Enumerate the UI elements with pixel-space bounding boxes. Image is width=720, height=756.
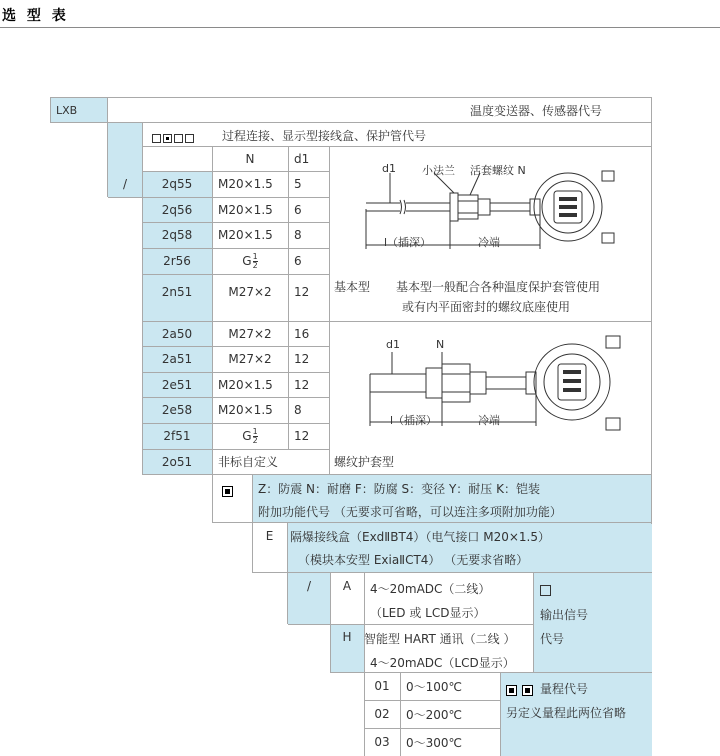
thread-2q55: M20×1.5: [218, 177, 273, 191]
fraction: [253, 428, 258, 445]
range-code-label: 量程代号: [540, 682, 589, 696]
d1-2a50: 16: [294, 326, 310, 341]
model-description: 温度变送器、传感器代号: [470, 104, 603, 118]
basic-type-label: 基本型: [334, 280, 371, 294]
thread-2r56: [212, 248, 288, 274]
fraction-numerator: 1: [252, 251, 258, 261]
thread-2e58: M20×1.5: [218, 403, 273, 417]
thread-base: G: [242, 429, 252, 443]
thread-2f51: [212, 423, 288, 449]
d1-2e51: 12: [294, 377, 310, 392]
label-d1: d1: [382, 162, 396, 175]
explosion-line-2: （模块本安型 ExiaⅡCT4） （无要求省略）: [298, 553, 529, 567]
d1-2q58: 8: [294, 228, 302, 242]
output-box: [540, 580, 553, 599]
basic-type-desc-1: 基本型一般配合各种温度保护套管使用: [396, 280, 601, 294]
function-code-box: [222, 481, 233, 500]
output-signal-label: 输出信号: [540, 608, 589, 622]
range-value-03: 0～300℃: [406, 735, 463, 750]
range-code-boxes: [506, 680, 533, 699]
d1-2a51: 12: [294, 352, 310, 366]
dotted-box-icon: [522, 685, 533, 696]
thread-2q56: M20×1.5: [218, 202, 273, 217]
d1-2f51: 12: [294, 429, 310, 443]
fraction-numerator: 1: [252, 426, 258, 436]
code-2q55: 2q55: [161, 177, 193, 191]
box-icon: [152, 134, 161, 143]
connection-description: 过程连接、显示型接线盒、保护管代号: [222, 129, 427, 143]
label-insertion-depth-threaded: l（插深）: [390, 414, 438, 427]
basic-type-desc-2: 或有内平面密封的螺纹底座使用: [402, 300, 571, 314]
label-insertion-depth: l（插深）: [384, 236, 432, 249]
output-h-line-1: 智能型 HART 通讯（二线 ）: [364, 632, 516, 646]
output-code-a: A: [342, 579, 352, 593]
code-2e58: 2e58: [161, 403, 193, 417]
function-description: 附加功能代号 （无要求可省略，可以连注多项附加功能）: [258, 505, 562, 519]
output-slash: /: [306, 579, 312, 593]
thread-2e51: M20×1.5: [218, 377, 273, 392]
code-2a50: 2a50: [161, 326, 193, 341]
separator-slash: /: [122, 177, 128, 191]
thread-2a50: M27×2: [228, 326, 272, 341]
label-cold-end-threaded: 冷端: [478, 414, 500, 427]
range-value-01: 0～100℃: [406, 679, 463, 694]
thread-2a51: M27×2: [228, 352, 272, 366]
model-code: LXB: [56, 103, 78, 117]
d1-2e58: 8: [294, 403, 302, 417]
output-a-line-1: 4～20mADC（二线）: [370, 582, 491, 596]
output-a-line-2: （LED 或 LCD显示）: [370, 606, 486, 620]
label-flange: 小法兰: [422, 164, 455, 177]
function-options: Z：防震 N：耐磨 F：防腐 S：变径 Y：耐压 K：铠装: [258, 482, 540, 496]
box-icon: [540, 585, 551, 596]
label-cold-end: 冷端: [478, 236, 500, 249]
thread-2n51: M27×2: [228, 285, 272, 299]
range-code-03: 03: [374, 735, 390, 749]
output-code-h: H: [342, 630, 352, 644]
range-custom-note: 另定义量程此两位省略: [506, 706, 627, 720]
label-nut: 活套螺纹 N: [470, 164, 526, 177]
d1-2q56: 6: [294, 202, 302, 217]
d1-2q55: 5: [294, 177, 302, 191]
fraction-denominator: 2: [252, 260, 258, 270]
output-h-line-2: 4～20mADC（LCD显示）: [370, 656, 515, 670]
d1-2n51: 12: [294, 285, 310, 299]
box-icon: [185, 134, 194, 143]
fraction-denominator: 2: [252, 435, 258, 445]
page-title: 选 型 表: [2, 8, 69, 24]
code-2q56: 2q56: [161, 202, 193, 217]
explosion-code: E: [265, 529, 274, 543]
threaded-type-diagram: [330, 322, 650, 452]
fraction: [253, 253, 258, 270]
d1-2r56: 6: [294, 254, 302, 268]
dotted-box-icon: [222, 486, 233, 497]
box-icon: [174, 134, 183, 143]
code-2e51: 2e51: [161, 377, 193, 392]
thread-custom: 非标自定义: [218, 455, 279, 469]
dotted-box-icon: [163, 134, 172, 143]
label-n-threaded: N: [436, 338, 445, 351]
thread-base: G: [242, 254, 252, 268]
range-code-02: 02: [374, 707, 390, 721]
code-2q58: 2q58: [161, 228, 193, 242]
code-2f51: 2f51: [163, 429, 191, 443]
range-code-01: 01: [374, 679, 390, 693]
threaded-type-label: 螺纹护套型: [334, 455, 395, 469]
thread-2q58: M20×1.5: [218, 228, 273, 242]
explosion-line-1: 隔爆接线盒（ExdⅡBT4）（电气接口 M20×1.5）: [290, 530, 550, 544]
range-value-02: 0～200℃: [406, 707, 463, 722]
code-2a51: 2a51: [161, 352, 193, 366]
page-header: [0, 0, 720, 28]
code-2r56: 2r56: [163, 254, 191, 268]
code-boxes: [152, 128, 196, 147]
label-d1-threaded: d1: [386, 338, 400, 351]
code-2o51: 2o51: [161, 454, 193, 469]
dotted-box-icon: [506, 685, 517, 696]
col-header-n: N: [245, 151, 255, 166]
col-header-d1: d1: [294, 151, 310, 166]
output-code-label: 代号: [540, 632, 565, 646]
code-2n51: 2n51: [161, 285, 193, 299]
